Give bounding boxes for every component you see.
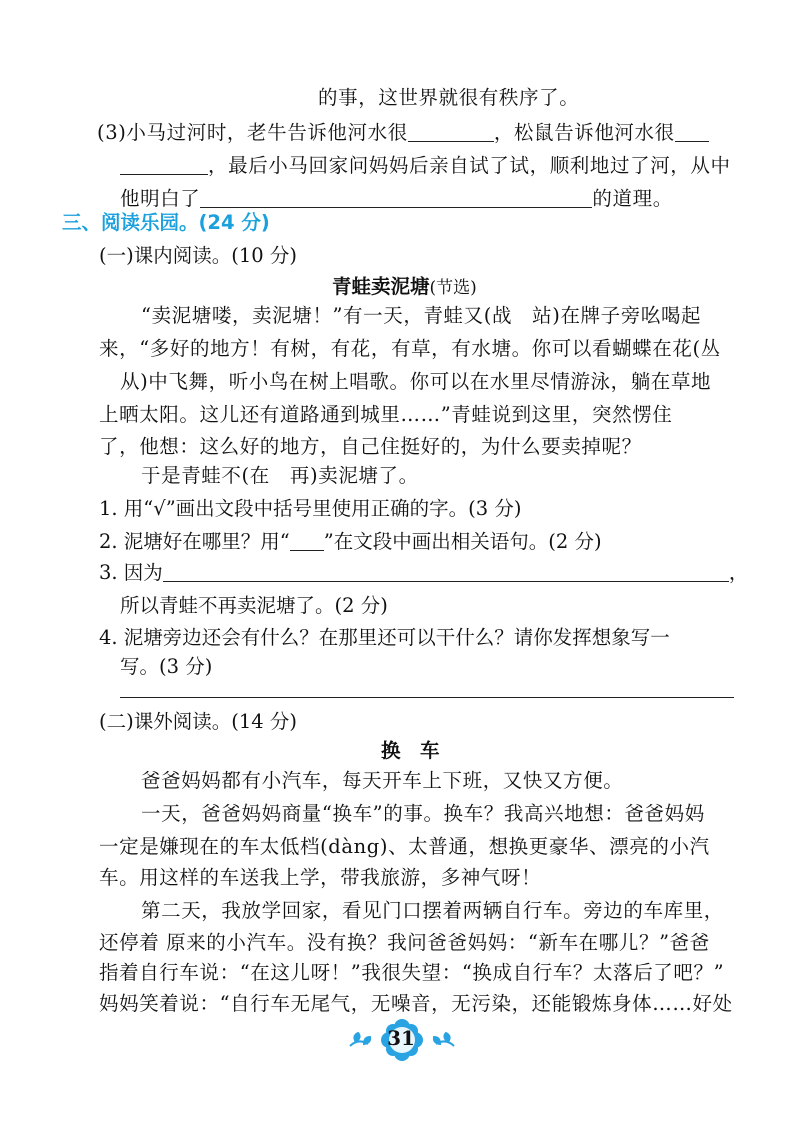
passage-line: 一天，爸爸妈妈商量“换车”的事。换车？我高兴地想：爸爸妈妈	[141, 802, 705, 825]
passage-line: 从)中飞舞，听小鸟在树上唱歌。你可以在水里尽情游泳，躺在草地	[120, 370, 712, 393]
passage-line: 一定是嫌现在的车太低档(dàng)、太普通，想换更豪华、漂亮的小汽	[99, 835, 710, 858]
answer-blank[interactable]	[163, 563, 729, 582]
passage-line: 指着自行车说：“在这儿呀！”我很失望：“换成自行车？太落后了吧？”	[99, 961, 725, 984]
passage-line: 爸爸妈妈都有小汽车，每天开车上下班，又快又方便。	[141, 769, 624, 792]
passage-line: 车。用这样的车送我上学，带我旅游，多神气呀！	[99, 866, 542, 889]
answer-blank[interactable]	[200, 189, 592, 208]
passage-title: 换 车	[381, 739, 440, 762]
passage-title-note: (节选)	[429, 278, 477, 298]
question-4-cont: 写。(3 分)	[120, 655, 213, 678]
passage-line: 于是青蛙不(在 再)卖泥塘了。	[141, 464, 419, 487]
question-text: 2. 泥塘好在哪里？用“	[99, 530, 290, 553]
question-1: 1. 用“√”画出文段中括号里使用正确的字。(3 分)	[99, 497, 522, 520]
passage-line: 还停着 原来的小汽车。没有换？我问爸爸妈妈：“新车在哪儿？”爸爸	[99, 931, 710, 954]
question-3-cont: 所以青蛙不再卖泥塘了。(2 分)	[120, 594, 388, 617]
passage-line: 第二天，我放学回家，看见门口摆着两辆自行车。旁边的车库里，	[141, 899, 724, 922]
question-4: 4. 泥塘旁边还会有什么？在那里还可以干什么？请你发挥想象写一	[99, 626, 670, 649]
question-text: ，最后小马回家问妈妈后亲自试了试，顺利地过了河，从中	[208, 154, 731, 177]
leaf-right-icon	[434, 1033, 454, 1046]
question-text: 他明白了	[120, 187, 201, 210]
question-3-line-1	[97, 123, 709, 143]
page-number: 31	[387, 1026, 415, 1050]
question-text: 3. 因为	[99, 561, 163, 584]
question-3-line-3	[120, 189, 673, 209]
passage-line: 妈妈笑着说：“自行车无尾气，无噪音，无污染，还能锻炼身体……好处	[99, 992, 733, 1015]
question-text: ”在文段中画出相关语句。(2 分)	[323, 530, 602, 553]
passage-line: “卖泥塘喽，卖泥塘！”有一天，青蛙又(战 站)在牌子旁吆喝起	[141, 304, 702, 327]
answer-line[interactable]	[120, 697, 734, 698]
leaf-left-icon	[350, 1033, 370, 1046]
question-text: (3)小马过河时，老牛告诉他河水很	[97, 121, 408, 144]
question-3	[99, 563, 748, 583]
question-2	[99, 532, 602, 552]
answer-blank[interactable]	[675, 123, 709, 142]
part-1-label: (一)课内阅读。(10 分)	[99, 244, 297, 267]
section-heading: 三、阅读乐园。(24 分)	[62, 211, 270, 234]
passage-line: 来，“多好的地方！有树，有花，有草，有水塘。你可以看蝴蝶在花(丛	[99, 337, 721, 360]
passage-title-text: 青蛙卖泥塘	[332, 275, 430, 298]
underline-sample	[290, 536, 324, 551]
question-text: ，	[728, 561, 749, 584]
part-2-label: (二)课外阅读。(14 分)	[99, 710, 297, 733]
passage-line: 上晒太阳。这儿还有道路通到城里……”青蛙说到这里，突然愣住	[99, 403, 673, 426]
answer-blank[interactable]	[120, 156, 208, 175]
passage-title	[332, 277, 477, 297]
question-text: 的道理。	[592, 187, 673, 210]
text-line: 的事，这世界就很有秩序了。	[318, 86, 580, 109]
answer-blank[interactable]	[408, 123, 494, 142]
question-text: ，松鼠告诉他河水很	[493, 121, 675, 144]
passage-line: 了，他想：这么好的地方，自己住挺好的，为什么要卖掉呢？	[99, 435, 642, 458]
question-3-line-2	[120, 156, 731, 176]
